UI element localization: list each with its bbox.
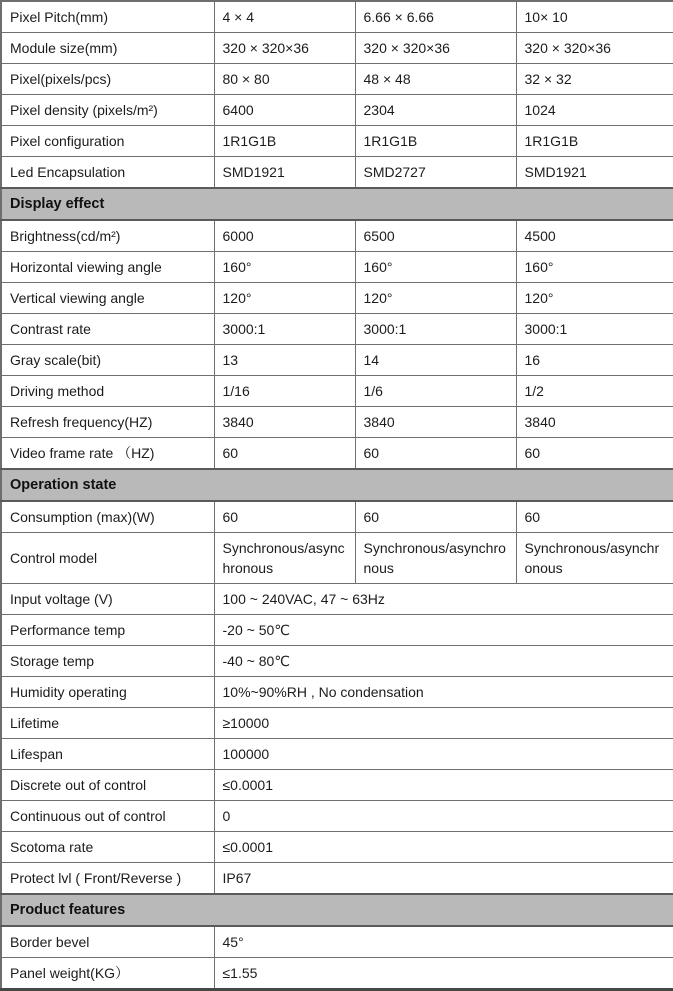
spec-value: ≤0.0001: [214, 832, 673, 863]
spec-label: Module size(mm): [1, 33, 214, 64]
spec-row: [1, 832, 673, 863]
spec-value: 60: [516, 501, 673, 533]
spec-value: 1R1G1B: [516, 126, 673, 157]
spec-value: 6000: [214, 220, 355, 252]
spec-label: Panel weight(KG）: [1, 958, 214, 990]
spec-value: 160°: [516, 252, 673, 283]
spec-value: 60: [214, 501, 355, 533]
spec-label: Scotoma rate: [1, 832, 214, 863]
spec-label: Video frame rate （HZ): [1, 438, 214, 470]
spec-row: [1, 958, 673, 990]
spec-value: 100000: [214, 739, 673, 770]
spec-value: 1R1G1B: [214, 126, 355, 157]
spec-value: 320 × 320×36: [355, 33, 516, 64]
spec-row: [1, 345, 673, 376]
spec-value: ≥10000: [214, 708, 673, 739]
spec-value: SMD2727: [355, 157, 516, 189]
spec-label: Contrast rate: [1, 314, 214, 345]
spec-row: [1, 863, 673, 895]
spec-label: Brightness(cd/m²): [1, 220, 214, 252]
section-row: [1, 469, 673, 501]
spec-value: ≤0.0001: [214, 770, 673, 801]
spec-value: SMD1921: [214, 157, 355, 189]
spec-value: Synchronous/asynchronous: [516, 533, 673, 584]
spec-value: 48 × 48: [355, 64, 516, 95]
spec-label: Pixel(pixels/pcs): [1, 64, 214, 95]
spec-value: 120°: [214, 283, 355, 314]
spec-row: [1, 770, 673, 801]
spec-value: 1/2: [516, 376, 673, 407]
spec-label: Pixel Pitch(mm): [1, 1, 214, 33]
spec-row: [1, 801, 673, 832]
spec-label: Humidity operating: [1, 677, 214, 708]
spec-value: 100 ~ 240VAC, 47 ~ 63Hz: [214, 584, 673, 615]
spec-label: Vertical viewing angle: [1, 283, 214, 314]
spec-value: 3840: [214, 407, 355, 438]
spec-value: 80 × 80: [214, 64, 355, 95]
spec-label: Lifetime: [1, 708, 214, 739]
spec-value: 2304: [355, 95, 516, 126]
spec-value: 3000:1: [355, 314, 516, 345]
spec-label: Led Encapsulation: [1, 157, 214, 189]
spec-row: [1, 533, 673, 584]
spec-label: Protect lvl ( Front/Reverse ): [1, 863, 214, 895]
spec-row: [1, 95, 673, 126]
spec-table-body: [1, 1, 673, 990]
spec-value: 60: [516, 438, 673, 470]
spec-value: 120°: [516, 283, 673, 314]
spec-value: 13: [214, 345, 355, 376]
section-header: Display effect: [1, 188, 673, 220]
spec-row: [1, 584, 673, 615]
spec-value: -40 ~ 80℃: [214, 646, 673, 677]
spec-value: 0: [214, 801, 673, 832]
spec-row: [1, 407, 673, 438]
spec-value: Synchronous/asynchronous: [355, 533, 516, 584]
section-header: Operation state: [1, 469, 673, 501]
spec-value: 320 × 320×36: [516, 33, 673, 64]
spec-value: SMD1921: [516, 157, 673, 189]
spec-row: [1, 708, 673, 739]
spec-row: [1, 376, 673, 407]
spec-value: 60: [355, 501, 516, 533]
spec-value: 3000:1: [214, 314, 355, 345]
spec-value: 1024: [516, 95, 673, 126]
spec-value: 160°: [355, 252, 516, 283]
spec-label: Driving method: [1, 376, 214, 407]
section-row: [1, 894, 673, 926]
spec-value: 60: [355, 438, 516, 470]
spec-value: 45°: [214, 926, 673, 958]
spec-row: [1, 64, 673, 95]
spec-value: 14: [355, 345, 516, 376]
spec-row: [1, 220, 673, 252]
spec-value: 1/6: [355, 376, 516, 407]
spec-value: 4500: [516, 220, 673, 252]
spec-row: [1, 283, 673, 314]
spec-value: 10× 10: [516, 1, 673, 33]
spec-value: 6400: [214, 95, 355, 126]
spec-value: 3840: [516, 407, 673, 438]
spec-value: Synchronous/asynchronous: [214, 533, 355, 584]
spec-row: [1, 157, 673, 189]
spec-label: Consumption (max)(W): [1, 501, 214, 533]
spec-label: Refresh frequency(HZ): [1, 407, 214, 438]
spec-value: 1R1G1B: [355, 126, 516, 157]
spec-row: [1, 615, 673, 646]
spec-label: Continuous out of control: [1, 801, 214, 832]
spec-label: Storage temp: [1, 646, 214, 677]
spec-value: 1/16: [214, 376, 355, 407]
spec-value: 320 × 320×36: [214, 33, 355, 64]
spec-label: Border bevel: [1, 926, 214, 958]
spec-value: 16: [516, 345, 673, 376]
spec-label: Pixel configuration: [1, 126, 214, 157]
spec-value: 160°: [214, 252, 355, 283]
spec-label: Lifespan: [1, 739, 214, 770]
spec-row: [1, 438, 673, 470]
spec-value: -20 ~ 50℃: [214, 615, 673, 646]
spec-row: [1, 677, 673, 708]
spec-label: Input voltage (V): [1, 584, 214, 615]
spec-value: 3840: [355, 407, 516, 438]
spec-row: [1, 33, 673, 64]
spec-label: Discrete out of control: [1, 770, 214, 801]
spec-value: 4 × 4: [214, 1, 355, 33]
section-row: [1, 188, 673, 220]
spec-label: Performance temp: [1, 615, 214, 646]
spec-row: [1, 646, 673, 677]
spec-row: [1, 739, 673, 770]
spec-label: Control model: [1, 533, 214, 584]
spec-row: [1, 252, 673, 283]
spec-row: [1, 126, 673, 157]
spec-value: 32 × 32: [516, 64, 673, 95]
spec-label: Gray scale(bit): [1, 345, 214, 376]
spec-value: 10%~90%RH , No condensation: [214, 677, 673, 708]
spec-row: [1, 1, 673, 33]
spec-row: [1, 501, 673, 533]
spec-row: [1, 926, 673, 958]
spec-label: Pixel density (pixels/m²): [1, 95, 214, 126]
spec-value: 120°: [355, 283, 516, 314]
spec-value: ≤1.55: [214, 958, 673, 990]
spec-label: Horizontal viewing angle: [1, 252, 214, 283]
spec-value: 6.66 × 6.66: [355, 1, 516, 33]
spec-value: 3000:1: [516, 314, 673, 345]
spec-value: 60: [214, 438, 355, 470]
spec-row: [1, 314, 673, 345]
section-header: Product features: [1, 894, 673, 926]
spec-value: IP67: [214, 863, 673, 895]
spec-value: 6500: [355, 220, 516, 252]
